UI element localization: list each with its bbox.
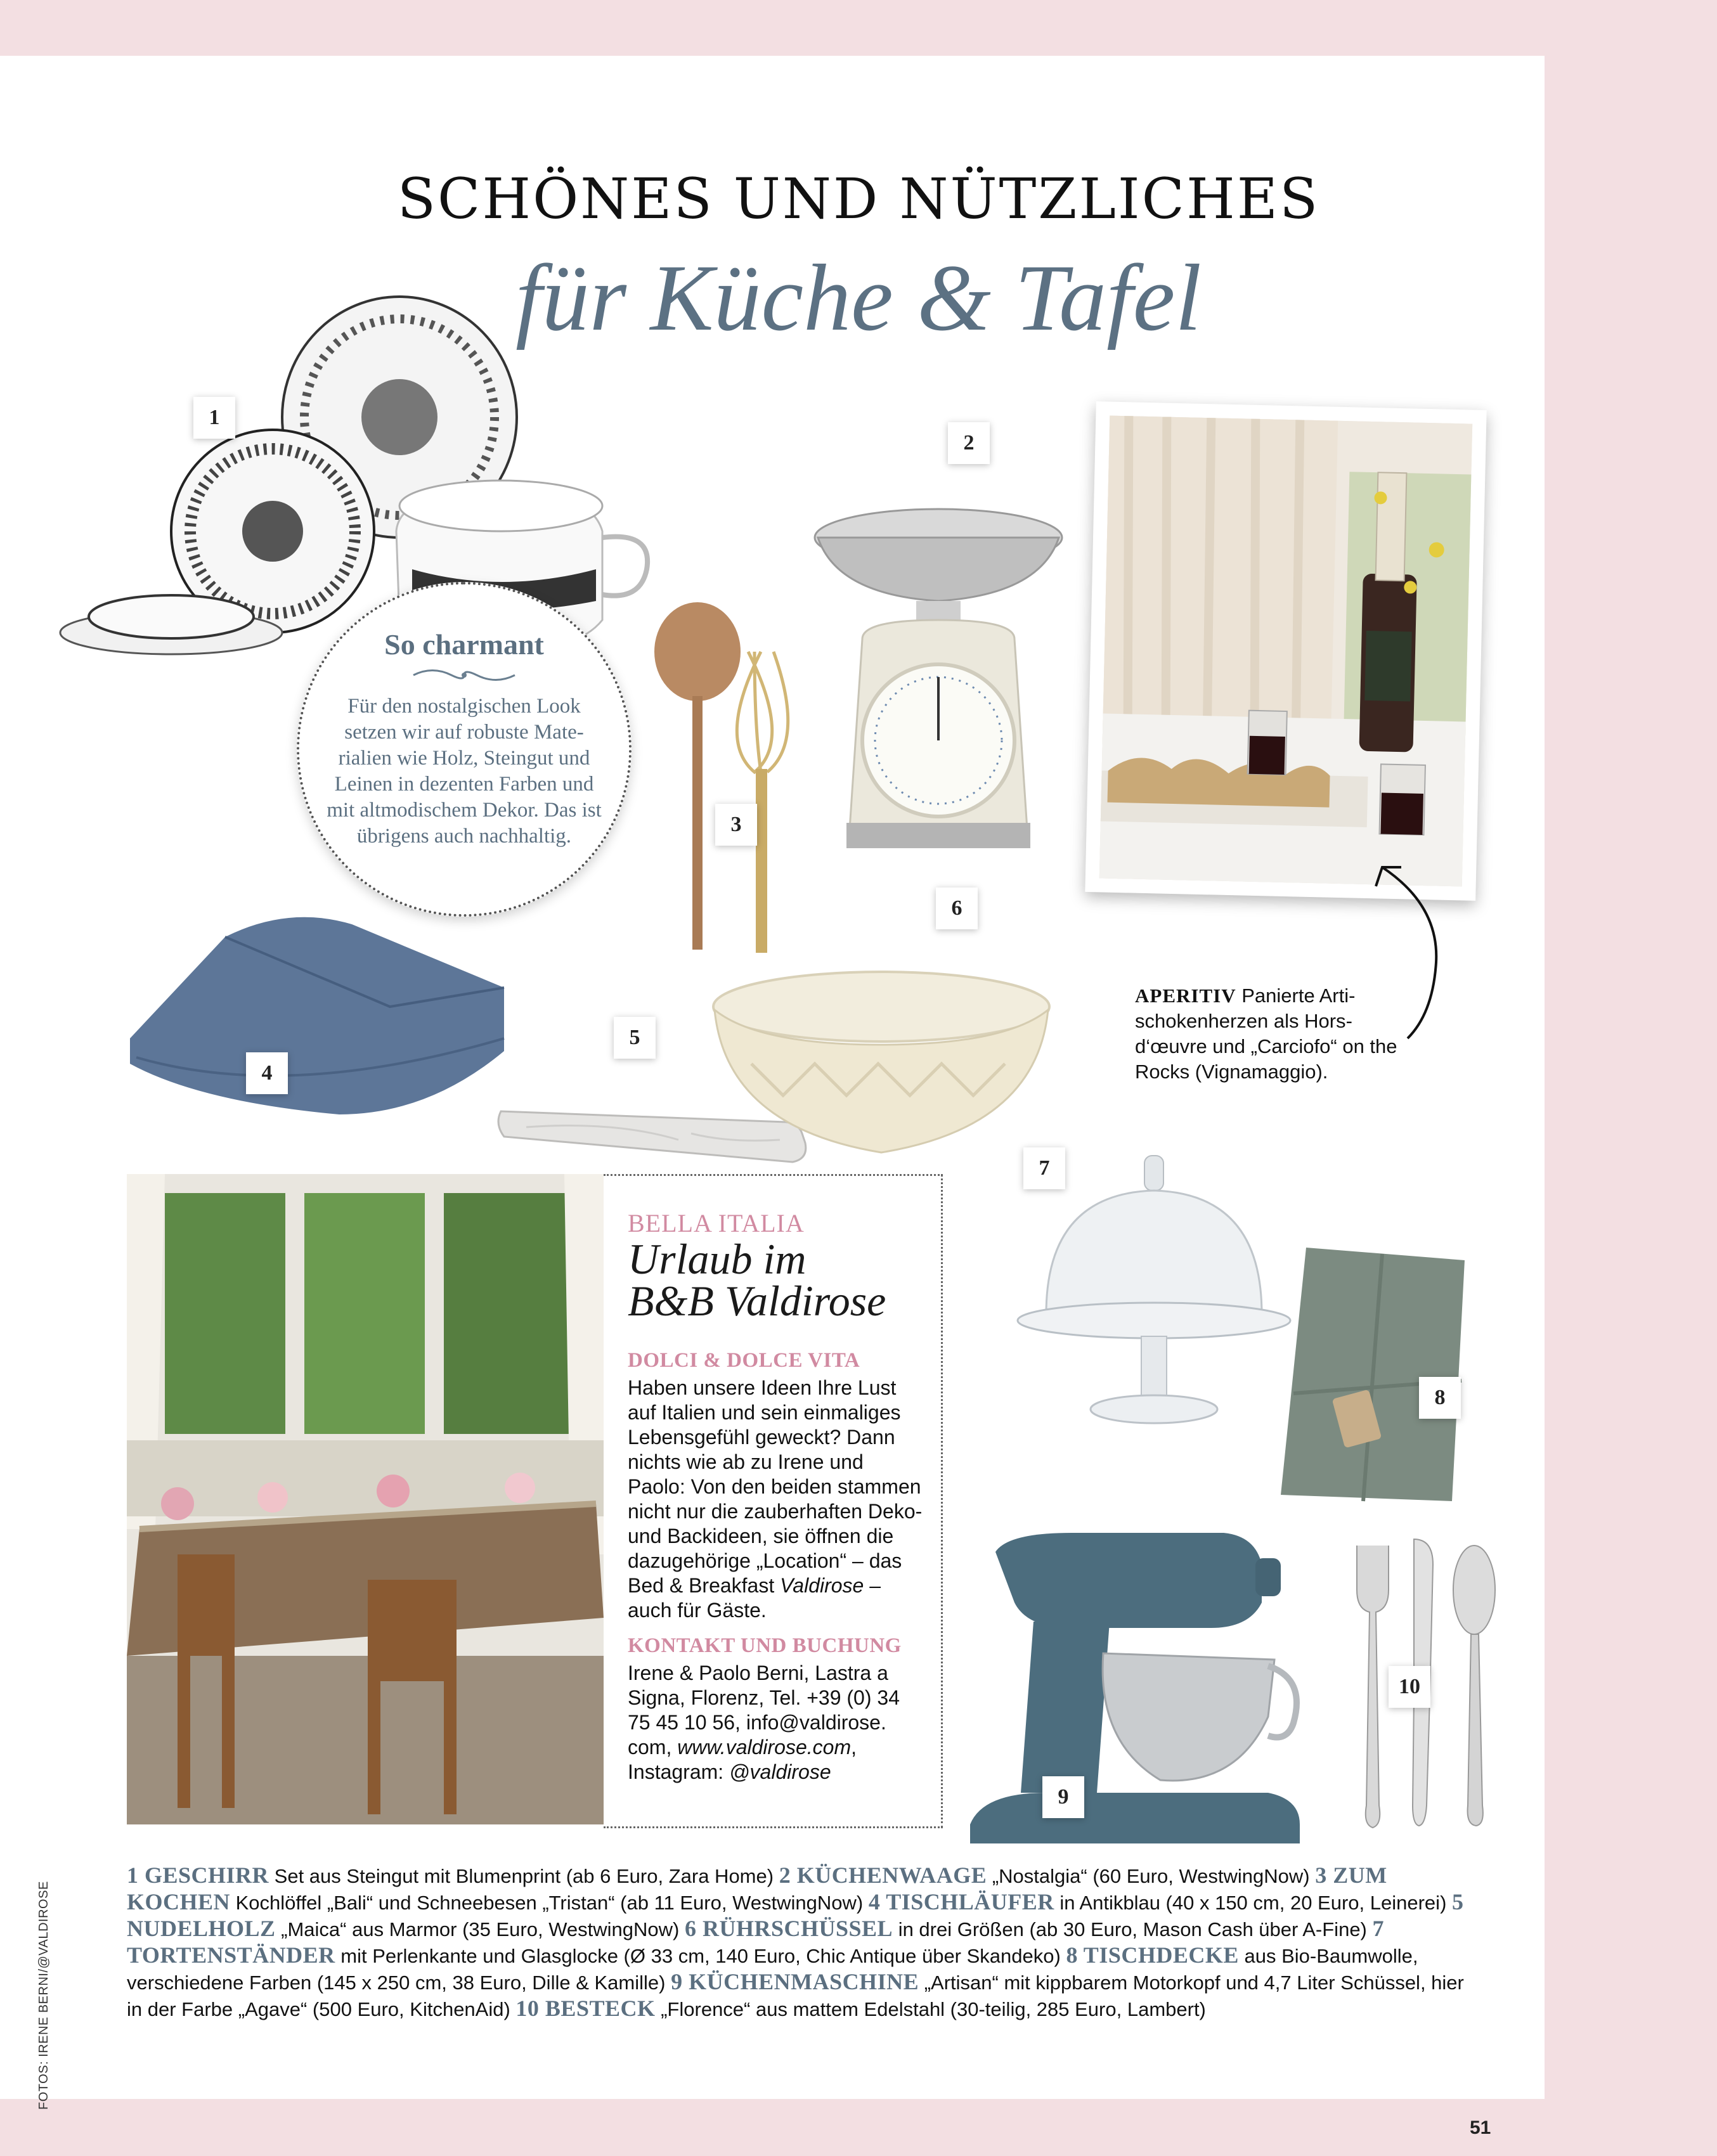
cake-stand-image — [1008, 1156, 1300, 1441]
credit-text: „Nostalgia“ (60 Euro, WestwingNow) — [987, 1865, 1316, 1887]
number-tag-8: 8 — [1419, 1377, 1461, 1419]
info-circle-text: Für den nostalgischen Look setzen wir auf robuste Materialien wie Holz, Steingut und Leinen in dezenten Farben und mit altmodischem Dekor. Das ist übrigens auch nachhaltig. — [327, 695, 602, 848]
bb-website-link[interactable]: www.valdirose.com — [677, 1736, 852, 1759]
product-credits — [127, 1862, 1484, 2022]
magazine-page — [0, 56, 1545, 2138]
stand-mixer-image — [970, 1527, 1312, 1856]
bb-section2-heading: KONTAKT UND BUCHUNG — [628, 1634, 902, 1657]
info-circle-title: So charmant — [384, 628, 544, 661]
number-tag-6: 6 — [936, 888, 978, 929]
credit-text: „Florence“ aus mattem Edelstahl (30-teilig, 285 Euro, Lambert) — [655, 1998, 1206, 2020]
page-subheadline: für Küche & Tafel — [515, 245, 1202, 351]
number-tag-7: 7 — [1023, 1147, 1065, 1189]
credit-label: 5 NUDELHOLZ — [127, 1889, 1464, 1941]
kitchen-scale-image — [812, 500, 1065, 867]
credit-text: „Artisan“ mit kippbarem Motorkopf und 4,7 Liter Schüssel, hier in der Farbe „Agave“ (500 Euro, KitchenAid) — [127, 1972, 1464, 2020]
bb-section2-text-a: Irene & Paolo Berni, Lastra a Signa, Florenz, Tel. +39 (0) 34 75 45 10 56, info@valdirose. com, — [628, 1662, 900, 1759]
credit-label: 8 TISCHDECKE — [1066, 1942, 1239, 1968]
bb-section1-text — [628, 1376, 926, 1623]
bb-title-line2: B&B Valdirose — [628, 1277, 886, 1325]
bb-section1-italic: Valdirose — [780, 1574, 864, 1597]
number-tag-1: 1 — [193, 397, 235, 439]
number-tag-3: 3 — [715, 804, 757, 846]
bb-title — [628, 1235, 932, 1325]
number-tag-9: 9 — [1042, 1776, 1084, 1818]
credit-text: Set aus Steingut mit Blumenprint (ab 6 Euro, Zara Home) — [269, 1865, 779, 1887]
credit-label: 9 KÜCHENMASCHINE — [671, 1969, 919, 1994]
credit-label: 6 RÜHRSCHÜSSEL — [684, 1916, 893, 1941]
mixing-bowl-image — [707, 969, 1056, 1159]
credit-text: aus Bio-Baumwolle, verschiedene Farben (145 x 250 cm, 38 Euro, Dille & Kamille) — [127, 1945, 1418, 1994]
credit-text: mit Perlenkante und Glasglocke (Ø 33 cm, 140 Euro, Chic Antique über Skandeko) — [335, 1945, 1066, 1967]
credit-text: Kochlöffel „Bali“ und Schneebesen „Tristan“ (ab 11 Euro, WestwingNow) — [230, 1892, 869, 1914]
page-headline: SCHÖNES UND NÜTZLICHES — [397, 166, 1320, 231]
aperitiv-text: Panierte Artischokenherzen als Horsd‘œuvre und „Carciofo“ on the Rocks (Vignamaggio). — [1135, 984, 1397, 1083]
spoon-whisk-image — [647, 601, 818, 956]
bb-section1-text-b: – auch für Gäste. — [628, 1574, 881, 1622]
bb-instagram-link[interactable]: @valdirose — [729, 1760, 831, 1783]
bb-section2-text-b: , Instagram: — [628, 1736, 857, 1783]
bb-section2-text — [628, 1661, 926, 1785]
bb-section1-heading: DOLCI & DOLCE VITA — [628, 1349, 860, 1372]
aperitiv-scene — [1099, 416, 1472, 887]
bb-kicker: BELLA ITALIA — [628, 1209, 805, 1237]
ornament-icon — [407, 666, 521, 685]
blue-linen-image — [124, 912, 517, 1121]
bb-valdirose-photo — [127, 1174, 604, 1824]
dinnerware-image — [44, 265, 666, 671]
bb-section1-text-a: Haben unsere Ideen Ihre Lust auf Italien und sein einmaliges Lebensgefühl geweckt? Dann nichts wie ab zu Irene und Paolo: Von den beiden stammen nicht nur die zauberhaften Deko- und Backideen, sie öffnen die dazugehörige „Location“ – das Bed & Breakfast — [628, 1376, 923, 1597]
number-tag-10: 10 — [1389, 1666, 1430, 1708]
aperitiv-label: APERITIV — [1135, 984, 1236, 1007]
credit-text: in Antikblau (40 x 150 cm, 20 Euro, Leinerei) — [1054, 1892, 1453, 1914]
credit-label: 10 BESTECK — [515, 1996, 656, 2021]
page-number: 51 — [1470, 2117, 1491, 2138]
bb-valdirose-scene — [127, 1174, 604, 1824]
photo-credit: FOTOS: IRENE BERNI/@VALDIROSE — [37, 1881, 51, 2110]
bb-title-line1: Urlaub im — [628, 1235, 807, 1283]
number-tag-4: 4 — [246, 1052, 288, 1094]
credit-text: in drei Größen (ab 30 Euro, Mason Cash über A-Fine) — [893, 1918, 1373, 1940]
credit-label: 4 TISCHLÄUFER — [868, 1889, 1054, 1914]
credit-label: 3 ZUM KOCHEN — [127, 1862, 1387, 1914]
aperitiv-photo-image — [1099, 416, 1472, 887]
aperitiv-photo — [1085, 401, 1486, 901]
number-tag-2: 2 — [948, 422, 990, 464]
credit-label: 1 GESCHIRR — [127, 1862, 269, 1888]
credit-label: 7 TORTENSTÄNDER — [127, 1916, 1384, 1968]
credit-label: 2 KÜCHENWAAGE — [779, 1862, 987, 1888]
info-circle — [297, 582, 632, 917]
aperitiv-caption — [1135, 983, 1414, 1085]
credit-text: „Maica“ aus Marmor (35 Euro, WestwingNow) — [275, 1918, 685, 1940]
number-tag-5: 5 — [614, 1017, 656, 1059]
